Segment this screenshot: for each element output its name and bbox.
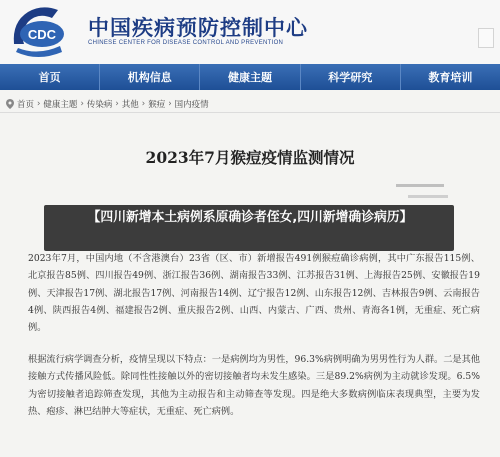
overlay-headline: 【四川新增本土病例系原确诊者侄女,四川新增确诊病历】: [87, 210, 413, 225]
svg-text:CDC: CDC: [27, 27, 57, 42]
site-header: [0, 0, 500, 64]
breadcrumb: [6, 98, 209, 110]
article-paragraph-2: 根据流行病学调查分析，疫情呈现以下特点：一是病例均为男性，96.3%病例明确为男男性行为人群。二是其他接触方式传播风险低。除同性性接触以外的密切接触者均未发生感染。三是89.2%病例为主动就诊发现。6.5%为密切接触者追踪筛查发现，其他为主动报告和主动筛查等发现。四是绝大多数病例临床表现典型，主要为发热、疱疹、淋巴结肿大等症状，无重症、死亡病例。: [28, 354, 480, 417]
breadcrumb-other[interactable]: 其他: [121, 100, 139, 110]
nav-item-organization[interactable]: 机构信息: [100, 64, 200, 90]
nav-item-education[interactable]: 教育培训: [428, 71, 473, 84]
nav-item-home[interactable]: 首页: [0, 64, 100, 90]
nav-item-health-topics[interactable]: 健康主题: [200, 64, 300, 90]
site-title: 中国疾病预防控制中心: [88, 15, 308, 40]
article-paragraph-1: 2023年7月，中国内地（不含港澳台）23省（区、市）新增报告491例猴痘确诊病例，其中广东报告115例、北京报告85例、四川报告49例、浙江报告36例、湖南报告33例、江苏报告31例、上海报告25例、安徽报告19例、天津报告17例、湖北报告17例、河南报告14例、辽宁报告12例、山东报告12例、吉林报告9例、云南报告4例、陕西报告4例、福建报告2例、重庆报告2例、山西、内蒙古、广西、贵州、青海各1例，无重症、死亡病例。: [28, 253, 480, 334]
breadcrumb-separator: ›: [37, 99, 41, 109]
site-subtitle-en: CHINESE CENTER FOR DISEASE CONTROL AND PREVENTION: [88, 40, 284, 46]
article-meta-date: [396, 184, 444, 187]
breadcrumb-mpox[interactable]: 猴痘: [148, 100, 166, 110]
cdc-logo-icon[interactable]: [8, 4, 72, 58]
main-nav: [0, 64, 500, 90]
breadcrumb-home[interactable]: 首页: [17, 100, 35, 110]
breadcrumb-divider: [0, 112, 500, 113]
breadcrumb-separator: ›: [115, 99, 119, 109]
article-meta-source: [408, 195, 448, 198]
header-widget[interactable]: [478, 28, 494, 48]
article-title: 2023年7月猴痘疫情监测情况: [145, 148, 355, 167]
breadcrumb-separator: ›: [141, 99, 146, 109]
breadcrumb-infectious-disease[interactable]: 传染病: [86, 100, 113, 110]
breadcrumb-health-topics[interactable]: 健康主题: [43, 100, 78, 110]
location-pin-icon: [6, 99, 14, 109]
headline-overlay: [44, 205, 454, 251]
breadcrumb-separator: ›: [168, 99, 172, 109]
breadcrumb-domestic[interactable]: 国内疫情: [174, 100, 209, 110]
nav-item-research[interactable]: 科学研究: [301, 64, 401, 90]
breadcrumb-separator: ›: [80, 99, 84, 109]
